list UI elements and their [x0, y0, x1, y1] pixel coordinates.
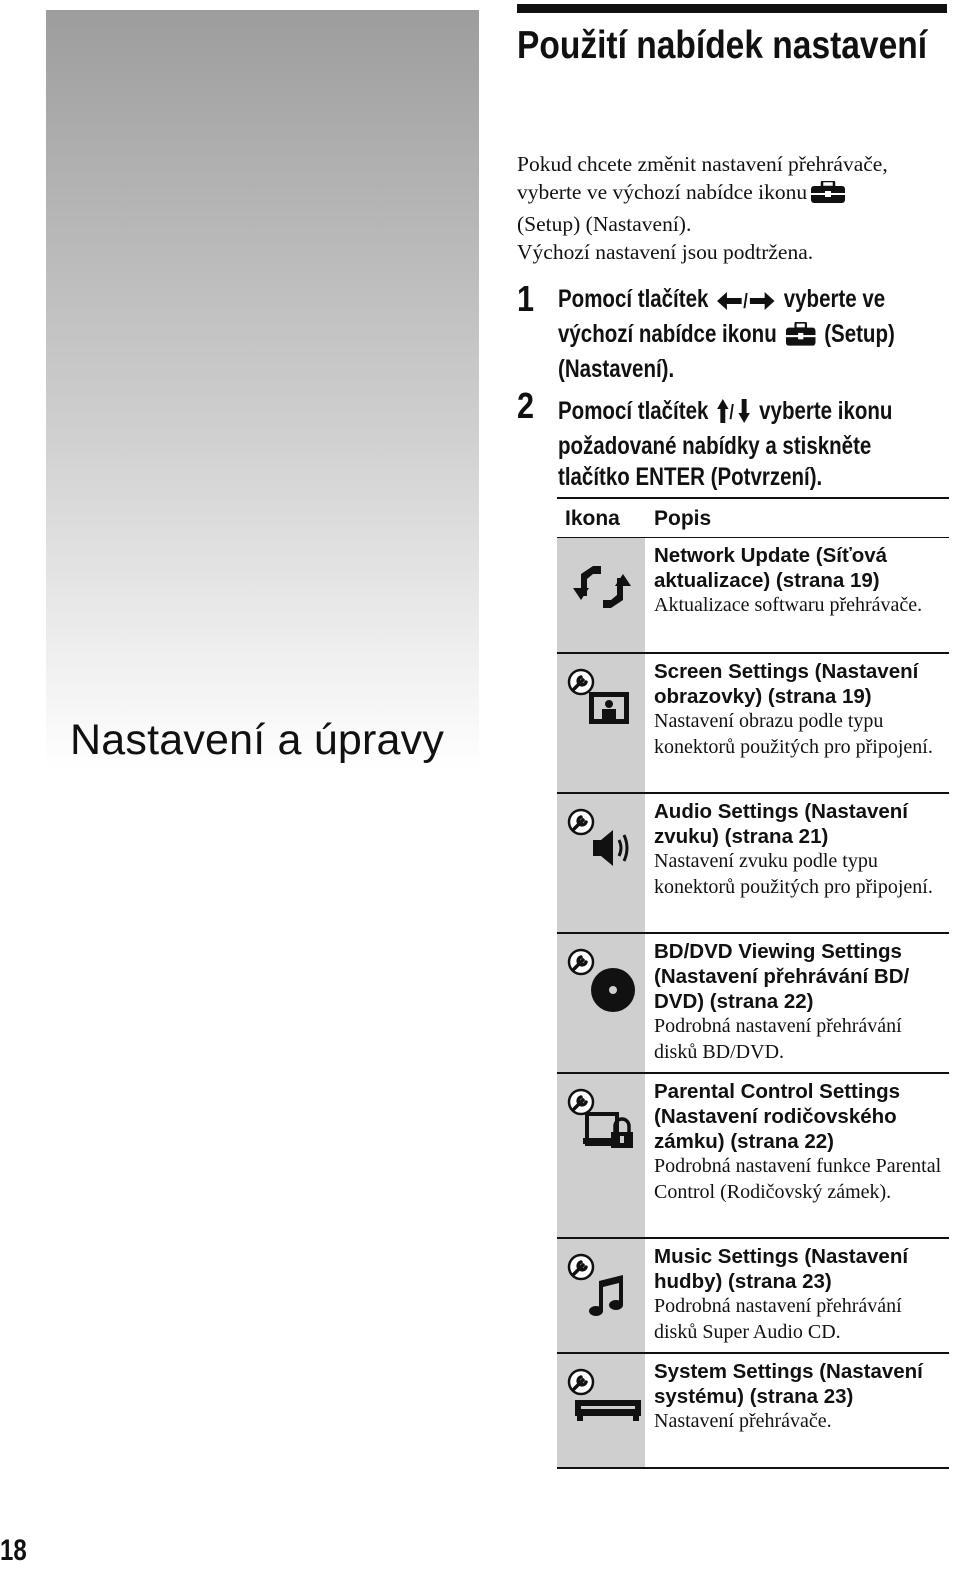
- page-number: 18: [0, 1534, 27, 1567]
- icon-cell: [557, 538, 645, 652]
- description-cell: [645, 1239, 949, 1352]
- setting-description: Nastavení obrazu podle typu konektorů použitých pro připojení.: [654, 710, 933, 758]
- icon-cell: [557, 1354, 645, 1467]
- table-row: [557, 794, 949, 934]
- parental-control-icon: [567, 1088, 637, 1158]
- setting-title: Audio Settings (Nastavení zvuku) (strana 21): [654, 800, 909, 848]
- table-row: [557, 538, 949, 654]
- arrow-up-down-icon: [717, 399, 750, 431]
- intro-line: Výchozí nastavení jsou podtržena.: [517, 240, 814, 264]
- intro-paragraph: [517, 150, 942, 266]
- setting-title: Parental Control Settings (Nastavení rodičovského zámku) (strana 22): [654, 1080, 901, 1153]
- column-header-icon: Ikona: [565, 507, 620, 530]
- description-cell: [645, 1354, 949, 1467]
- table-row: [557, 654, 949, 794]
- step-number: 2: [517, 385, 535, 426]
- chapter-side-panel: [46, 10, 479, 770]
- icon-cell: [557, 654, 645, 792]
- setting-description: Nastavení přehrávače.: [654, 1410, 832, 1432]
- description-cell: [645, 538, 949, 652]
- table-row: [557, 1354, 949, 1469]
- step-text: [558, 396, 935, 493]
- screen-settings-icon: [567, 668, 637, 738]
- table-row: [557, 1239, 949, 1354]
- svg-text:/: /: [743, 291, 749, 311]
- step-text-part: (Setup) (Nastavení).: [558, 320, 895, 383]
- svg-text:/: /: [729, 400, 735, 423]
- step-text-part: vyberte ve výchozí nabídce ikonu: [558, 285, 886, 348]
- table-row: [557, 1074, 949, 1239]
- setting-description: Nastavení zvuku podle typu konektorů použitých pro připojení.: [654, 850, 933, 898]
- toolbox-icon: [786, 322, 816, 354]
- step-text-part: vyberte ikonu požadované nabídky a stiskněte tlačítko ENTER (Potvrzení).: [558, 397, 893, 491]
- icon-cell: [557, 794, 645, 932]
- header-rule: [517, 4, 947, 13]
- step-text-part: Pomocí tlačítek: [558, 397, 709, 425]
- table-row: [557, 934, 949, 1074]
- setting-title: System Settings (Nastavení systému) (strana 23): [654, 1360, 923, 1408]
- step-number: 1: [517, 278, 535, 319]
- intro-line: Pokud chcete změnit nastavení přehrávače,: [517, 152, 888, 176]
- description-cell: [645, 654, 949, 792]
- section-title: Použití nabídek nastavení: [517, 24, 928, 67]
- setting-title: Screen Settings (Nastavení obrazovky) (strana 19): [654, 660, 919, 708]
- step-text: [558, 284, 935, 385]
- chapter-title: Nastavení a úpravy: [70, 716, 445, 764]
- intro-text: vyberte ve výchozí nabídce ikonu: [517, 180, 808, 204]
- audio-settings-icon: [567, 808, 637, 878]
- arrow-left-right-icon: [717, 288, 774, 319]
- setting-title: Network Update (Síťová aktualizace) (strana 19): [654, 544, 888, 592]
- column-header-description: Popis: [654, 507, 712, 530]
- setting-description: Aktualizace softwaru přehrávače.: [654, 594, 923, 616]
- intro-line: (Setup) (Nastavení).: [517, 212, 692, 236]
- system-settings-icon: [567, 1368, 645, 1438]
- setting-description: Podrobná nastavení funkce Parental Control (Rodičovský zámek).: [654, 1155, 942, 1203]
- setting-description: Podrobná nastavení přehrávání disků Super Audio CD.: [654, 1295, 902, 1343]
- table-header: [557, 499, 949, 538]
- icon-cell: [557, 1239, 645, 1352]
- music-settings-icon: [567, 1253, 637, 1323]
- description-cell: [645, 934, 949, 1072]
- bd-dvd-settings-icon: [567, 948, 637, 1018]
- setting-title: Music Settings (Nastavení hudby) (strana 23): [654, 1245, 909, 1293]
- step-text-part: Pomocí tlačítek: [558, 285, 709, 313]
- intro-line: [517, 178, 942, 210]
- icon-cell: [557, 934, 645, 1072]
- setting-title: BD/DVD Viewing Settings (Nastavení přehrávání BD/ DVD) (strana 22): [654, 940, 910, 1013]
- settings-table: [557, 497, 949, 1469]
- icon-cell: [557, 1074, 645, 1237]
- setting-description: Podrobná nastavení přehrávání disků BD/DVD.: [654, 1015, 902, 1063]
- description-cell: [645, 1074, 949, 1237]
- description-cell: [645, 794, 949, 932]
- toolbox-icon: [811, 181, 845, 210]
- network-update-icon: [567, 552, 637, 622]
